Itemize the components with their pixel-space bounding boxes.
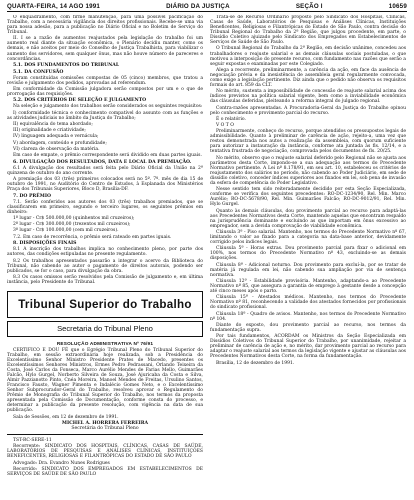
page-header (7, 3, 407, 12)
paragraph: No mérito, sustenta a impossibilidade de concessão de reajuste salarial acima dos índices previstos na política salarial vigente, bem como a inviabilidade econômica das cláusulas deferidas, pleiteando a reforma integral do julgado regional. (210, 89, 406, 105)
section-heading: 8. DISPOSIÇÕES FINAIS (13, 241, 77, 247)
paragraph: No mérito, observo que o reajuste salarial deferido pelo Regional não se ajusta aos parâmetros desta Corte, impondo-se a sua adequação aos termos do Precedente Normativo pertinente. A Lei nº 8.178/91, em seu art. 10, estabeleceu os critérios de reajustamento dos salários no período, não cabendo ao Poder Judiciário, em sede de dissídio coletivo, conceder índices superiores aos fixados em lei, sob pena de invasão da esfera de competência do Poder Legislativo. (210, 155, 406, 186)
paragraph: O Tribunal Regional do Trabalho da 2ª Região, em decisão unânime, concedeu aos trabalhadores o reajuste salarial e as demais cláusulas sociais postuladas, o que motivou a interposição do presente recurso, com fundamento nas razões que serão a seguir expostas e examinadas por este Colegiado. (210, 46, 406, 67)
paragraph: 7.1. Serão conferidos aos autores dos 03 (três) trabalhos premiados, que se classificarem em primeiro, segundo e terceiro lugares, os seguintes prêmios em dinheiro: (7, 199, 203, 215)
paragraph: 1º lugar - Cr$ 500.000,00 (quinhentos mil cruzeiros); (13, 215, 135, 221)
paragraph: Recorrido: SINDICATO DOS EMPREGADOS EM ESTABELECIMENTOS DE SERVIÇOS DE SAÚDE DE SÃO PAULO (7, 466, 203, 477)
paragraph: Alega a recorrente, preliminarmente, a carência da ação, em face da ausência de negociação prévia e da inexistência de assembleia geral regularmente convocada, como exige a legislação pertinente. Diz ainda que o pedido não observa os requisitos formais do art. 859 da CLT. (210, 67, 406, 88)
signature-block (7, 421, 203, 431)
left-column (7, 15, 203, 478)
section-heading: 5.2. DOS CRITÉRIOS DE SELEÇÃO E JULGAMENTO (13, 98, 147, 104)
paragraph: Cláusula 5ª - Horas extras. Dou provimento parcial para fixar o adicional em 100%, nos termos do Precedente Normativo nº 43, excluindo-se as demais disposições. (210, 246, 406, 262)
paragraph: 8.1 A inscrição dos trabalhos implica no conhecimento pleno, por parte dos autores, das condições estipuladas no presente regulamento. (7, 247, 203, 258)
paragraph: Recorrente: SINDICATO DOS HOSPITAIS, CLÍNICAS, CASAS DE SAÚDE, LABORATÓRIOS DE PESQUISAS E ANÁLISES CLÍNICAS, INSTITUIÇÕES BENEFICENTES, RELIGIOSAS E FILANTRÓPICAS DO ESTADO DE SÃO PAULO (7, 444, 203, 460)
columns (7, 15, 407, 478)
tst-title: Tribunal Superior do Trabalho (18, 297, 192, 311)
paragraph: 2º lugar - Cr$ 300.000,00 (trezentos mil cruzeiros); (13, 222, 131, 228)
paragraph: Contra-razões apresentadas. A Procuradoria-Geral da Justiça do Trabalho opinou pelo conhecimento e provimento parcial do recurso. (210, 105, 406, 116)
paragraph: 7.2. Em caso de recorrência, o prêmio será rateado em partes iguais. (13, 234, 172, 240)
section-title: Secretaria do Tribunal Pleno (57, 324, 153, 334)
paragraph: Por tais fundamentos, ACORDAM os Ministros da Seção Especializada em Dissídios Coletivos do Tribunal Superior do Trabalho, por unanimidade, rejeitar a preliminar de carência de ação e, no mérito, dar provimento parcial ao recurso para adaptar o reajuste salarial aos termos da legislação vigente e ajustar as cláusulas aos Precedentes Normativos desta Corte, na forma da fundamentação. (210, 334, 406, 360)
paragraph: 8.3 Os casos omissos serão resolvidos pela Comissão de julgamento e, em última instância, pelo Presidente do Tribunal. (7, 274, 203, 285)
paragraph: Quanto às demais cláusulas, dou provimento parcial ao recurso para adaptá-las aos Precedentes Normativos desta Corte, mantendo aquelas que encontram respaldo na jurisprudência dominante e excluindo as que importam em ônus excessivo ao empregador, sem a devida comprovação de viabilidade econômica. (210, 208, 406, 229)
resolution-title: RESOLUÇÃO ADMINISTRATIVA Nº 76/91 (56, 340, 154, 346)
tst-title-box (7, 291, 203, 318)
section-heading: 5.1. DOS FUNDAMENTOS DO TRIBUNAL (13, 63, 120, 69)
section-heading: 5.1. DA CONFUSÃO (13, 69, 64, 75)
regulation-text (7, 15, 203, 285)
paragraph: Diante do exposto, dou provimento parcial ao recurso, nos termos da fundamentação supra. (210, 322, 406, 333)
paragraph: TST-RC-SERE-11 (13, 437, 52, 443)
paragraph: 6.1 A divulgação dos resultados será feita pelo Diário Oficial da União na 2ª quinzena de outubro do ano corrente. (7, 165, 203, 176)
paragraph: Cláusula 3ª - Piso salarial. Mantenho, nos termos do Precedente Normativo nº 67, limitando o valor ao fixado para a categoria na data-base anterior, devidamente corrigido pelos índices legais. (210, 229, 406, 246)
section-title-box (7, 321, 203, 337)
paragraph: Cláusula 12ª - Estabilidade provisória. Mantenho, adaptando-a ao Precedente Normativo nº 85, que assegura a garantia de emprego à gestante desde a concepção até cinco meses após o parto. (210, 278, 406, 295)
paragraph: Brasília, 12 de dezembro de 1991. (216, 360, 295, 366)
paragraph: III) originalidade e criatividade; (13, 128, 86, 134)
divider (7, 434, 203, 435)
paragraph: Trata-se de Recurso Ordinário proposto pelo Sindicato dos Hospitais, Clínicas, Casas de Saúde, Laboratórios de Pesquisas e Análises Clínicas, Instituições Beneficentes, Religiosas e Filantrópicas do Estado de São Paulo, contra decisão do Tribunal Regional do Trabalho da 2ª Região, que julgou procedente, em parte, o Dissídio Coletivo ajuizado pelo Sindicato dos Empregados em Estabelecimentos de Serviços de Saúde de São Paulo. (210, 15, 406, 46)
paragraph: Cláusula 8ª - Adicional noturno. Dou provimento para excluí-la, por se tratar de matéria já regulada em lei, não cabendo sua ampliação por via de sentença normativa. (210, 262, 406, 278)
paragraph: Cláusula 15ª - Atestados médicos. Mantenho, nos termos do Precedente Normativo nº 81, reconhecendo a validade dos atestados fornecidos por profissionais do sindicato profissional. (210, 295, 406, 311)
paragraph: I) conformidade técnica e conhecimento compatível do assunto com as funções e as atividades judiciais no âmbito da Justiça do Trabalho; (7, 110, 203, 121)
paragraph: O enquadramento, com firme manutenção, para uma possível pacificação do Trabalho, com a necessária vigilância dos direitos profissionais. Recebe-se uma via para nossa adesão, para a publicação no Diário Oficial e no Boletim de Serviço do Tribunal. (7, 15, 203, 36)
paragraph: Sala de Sessões, em 12 de dezembro de 1991. (13, 414, 119, 420)
header-date: QUARTA-FEIRA, 14 AGO 1991 (7, 3, 101, 10)
paragraph: Em conformidade da Comissão julgadora serão compostos por um e o que de prorrogação das requisições. (7, 86, 203, 97)
paragraph: Em caso de empate, o prêmio correspondente será dividido em duas partes iguais. (13, 153, 202, 159)
right-column (210, 15, 406, 478)
paragraph: CERTIFICO E DOU FÉ que o Egrégio Tribunal Pleno do Tribunal Superior do Trabalho, em sessão extraordinária hoje realizada, sob a Presidência do Excelentíssimo Senhor Ministro Presidente Prates de Macedo, presentes os Excelentíssimos Senhores Ministros, Ermes Pedro Pedrassani, Orlando Teixeira da Costa, José Carlos da Fonseca, Marco Aurélio Mendes de Farias Mello, Guimarães Falcão, Hylo Gurgel, Norberto Silveira de Souza, José Ajuricaba da Costa e Silva, Almir Pazzianotto Pinto, Cnéa Moreira, Manoel Mendes de Freitas, Ursulino Santos, Francisco Fausto, Wagner Pimenta e Indalécio Gomes Neto, e o Excelentíssimo Senhor Subprocurador-Geral do Trabalho, resolveu aprovar o Regulamento do Prêmio de Monografia do Tribunal Superior do Trabalho, nos termos da proposta apresentada pela Comissão de Documentação, conforme consta do processo, e determinar a publicação da presente resolução, com vigência na data de sua publicação. (7, 347, 203, 414)
paragraph: A premiação dos 03 (três) primeiros colocados será no 5º. 7º. mês de dia 15 de outubro de 1991, no Auditório do Centro de Estudos, à Esplanada dos Ministérios Praça dos Tribunais Superiores, Bloco D, Brasília-DF. (7, 177, 203, 193)
paragraph: IV) linguagem adequada e vernácula; (13, 134, 99, 140)
paragraph: 3º lugar - Cr$ 100.000,00 (cem mil cruzeiros). (13, 228, 119, 234)
paragraph: Nesse sentido tem sido reiteradamente decidido por esta Seção Especializada, conforme se verifica dos seguintes precedentes: RO-DC-1234/90, Rel. Min. Marco Aurélio; RO-DC-5678/90, Rel. Min. Guimarães Falcão; RO-DC-9012/91, Rel. Min. Hylo Gurgel. (210, 187, 406, 208)
signer-name: MICHEL A. HORRERA FERREIRA (61, 420, 149, 426)
paragraph: II. I se a razão de aumentos reajustados pela legislação do trabalho foi um aumento real diante da situação econômica, o Plenário decidiu manter, como os demais, e não aceitos por meio do Conselho de Justiça Trabalhista, para viabilizar o aumento dos servidores, sem qualquer ônus, mas não houve número de pareceres e concordâncias. (7, 36, 203, 62)
header-page-number: 10659 (388, 3, 407, 10)
paragraph: VI) clareza de observação da matéria. (13, 146, 100, 152)
paragraph: Advogado: Dra. Evandro Nunes Rodrigues (13, 460, 110, 466)
paragraph: Foram constituídas comissões compostas de 05 (cinco) membros, que tratou a revisão e julgamento dos pedidos, aprovadas ad referendum. (7, 75, 203, 86)
judgment-text (210, 15, 406, 366)
paragraph: 8.2 Os trabalhos apresentados passarão a integrar o acervo da Biblioteca do Tribunal, não cabendo ao autor o pagamento de direitos autorais, podendo ser publicados, se for o caso, para divulgação da obra. (7, 258, 203, 274)
paragraph: V O T O (216, 123, 234, 129)
header-section: SEÇÃO I (295, 3, 323, 10)
paragraph: É o relatório. (216, 116, 246, 122)
section-heading: 6. DIVULGAÇÃO DOS RESULTADOS, DATA E LOCAL DA PREMIAÇÃO. (13, 159, 192, 165)
paragraph: V) abordagem, conteúdo e profundidade; (13, 140, 107, 146)
resolution-text (7, 348, 203, 477)
header-publication: DIÁRIO DA JUSTIÇA (166, 3, 230, 10)
paragraph: II) equivalência do tema abordado; (13, 122, 93, 127)
paragraph: Cláusula 18ª - Quadro de avisos. Mantenho, nos termos do Precedente Normativo nº 104. (210, 311, 406, 322)
paragraph: Preliminarmente, conheço do recurso, porque atendidos os pressupostos legais de admissibilidade. Quanto à preliminar de carência de ação, rejeito-a, uma vez que restou demonstrada nos autos a realização da assembleia, com quorum suficiente para autorizar a instauração da instância, conforme ata juntada às fls. 12/14, e a tentativa frustrada de negociação, comprovada pelos documentos de fls. 20/25. (210, 129, 406, 155)
section-heading: 7. DO PRÊMIO (13, 193, 51, 199)
signer-role: Secretária do Tribunal Pleno (71, 425, 139, 431)
paragraph: Na seleção e julgamento dos trabalhos serão considerados os seguintes requisitos: (13, 104, 203, 110)
